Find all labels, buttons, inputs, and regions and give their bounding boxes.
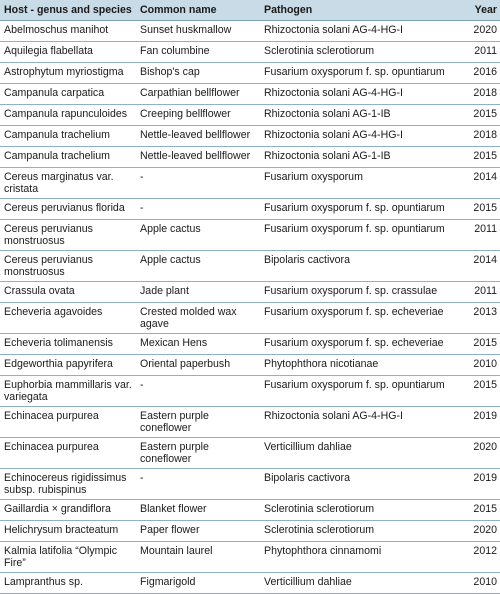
cell-year: 2020: [464, 438, 500, 469]
cell-common-name: Figmarigold: [136, 573, 260, 594]
cell-pathogen: Phytophthora cinnamomi: [260, 542, 464, 573]
cell-year: 2018: [464, 84, 500, 105]
cell-year: 2019: [464, 469, 500, 500]
table-row: [0, 438, 500, 469]
cell-pathogen: Bipolaris cactivora: [260, 469, 464, 500]
cell-host: Cereus peruvianus monstruosus: [0, 220, 136, 251]
cell-host: Edgeworthia papyrifera: [0, 355, 136, 376]
table-row: [0, 521, 500, 542]
cell-pathogen: Rhizoctonia solani AG-4-HG-I: [260, 126, 464, 147]
cell-host: Gaillardia × grandiflora: [0, 500, 136, 521]
table-row: [0, 282, 500, 303]
cell-pathogen: Sclerotinia sclerotiorum: [260, 521, 464, 542]
cell-common-name: Jade plant: [136, 282, 260, 303]
cell-pathogen: Fusarium oxysporum f. sp. opuntiarum: [260, 199, 464, 220]
cell-year: 2018: [464, 126, 500, 147]
cell-pathogen: Fusarium oxysporum f. sp. opuntiarum: [260, 63, 464, 84]
cell-common-name: Eastern purple coneflower: [136, 407, 260, 438]
cell-host: Echeveria agavoides: [0, 303, 136, 334]
cell-pathogen: Rhizoctonia solani AG-4-HG-I: [260, 84, 464, 105]
cell-common-name: Crested molded wax agave: [136, 303, 260, 334]
cell-common-name: Oriental paperbush: [136, 355, 260, 376]
table-row: [0, 126, 500, 147]
cell-pathogen: Fusarium oxysporum f. sp. opuntiarum: [260, 376, 464, 407]
cell-common-name: Fan columbine: [136, 42, 260, 63]
cell-pathogen: Verticillium dahliae: [260, 573, 464, 594]
cell-host: Echinocereus rigidissimus subsp. rubispinus: [0, 469, 136, 500]
cell-common-name: Bishop's cap: [136, 63, 260, 84]
table-row: [0, 303, 500, 334]
cell-common-name: Nettle-leaved bellflower: [136, 126, 260, 147]
cell-host: Abelmoschus manihot: [0, 21, 136, 42]
cell-common-name: -: [136, 469, 260, 500]
cell-year: 2010: [464, 573, 500, 594]
cell-pathogen: Fusarium oxysporum f. sp. echeveriae: [260, 303, 464, 334]
cell-common-name: -: [136, 376, 260, 407]
table-row: [0, 542, 500, 573]
table-row: [0, 376, 500, 407]
cell-year: 2011: [464, 220, 500, 251]
cell-common-name: Sunset huskmallow: [136, 21, 260, 42]
cell-common-name: -: [136, 199, 260, 220]
table-body: [0, 21, 500, 594]
cell-year: 2015: [464, 147, 500, 168]
table-row: [0, 147, 500, 168]
cell-pathogen: Verticillium dahliae: [260, 438, 464, 469]
cell-host: Lampranthus sp.: [0, 573, 136, 594]
cell-host: Echeveria tolimanensis: [0, 334, 136, 355]
cell-pathogen: Rhizoctonia solani AG-4-HG-I: [260, 407, 464, 438]
cell-common-name: Apple cactus: [136, 220, 260, 251]
table-row: [0, 355, 500, 376]
table-row: [0, 573, 500, 594]
cell-year: 2015: [464, 334, 500, 355]
table-row: [0, 84, 500, 105]
cell-pathogen: Rhizoctonia solani AG-1-IB: [260, 105, 464, 126]
cell-year: 2020: [464, 521, 500, 542]
cell-common-name: Apple cactus: [136, 251, 260, 282]
cell-pathogen: Fusarium oxysporum f. sp. echeveriae: [260, 334, 464, 355]
cell-pathogen: Fusarium oxysporum f. sp. opuntiarum: [260, 220, 464, 251]
table-row: [0, 63, 500, 84]
cell-pathogen: Sclerotinia sclerotiorum: [260, 500, 464, 521]
table-row: [0, 105, 500, 126]
header-pathogen: Pathogen: [260, 0, 464, 21]
cell-year: 2020: [464, 21, 500, 42]
cell-common-name: Creeping bellflower: [136, 105, 260, 126]
cell-year: 2014: [464, 168, 500, 199]
cell-year: 2010: [464, 355, 500, 376]
table-row: [0, 220, 500, 251]
cell-host: Campanula trachelium: [0, 147, 136, 168]
cell-year: 2016: [464, 63, 500, 84]
cell-year: 2013: [464, 303, 500, 334]
table-row: [0, 469, 500, 500]
table-row: [0, 21, 500, 42]
cell-host: Crassula ovata: [0, 282, 136, 303]
cell-year: 2012: [464, 542, 500, 573]
cell-host: Cereus peruvianus monstruosus: [0, 251, 136, 282]
cell-year: 2015: [464, 105, 500, 126]
cell-pathogen: Fusarium oxysporum: [260, 168, 464, 199]
cell-year: 2015: [464, 376, 500, 407]
cell-pathogen: Phytophthora nicotianae: [260, 355, 464, 376]
cell-host: Astrophytum myriostigma: [0, 63, 136, 84]
cell-host: Euphorbia mammillaris var. variegata: [0, 376, 136, 407]
cell-year: 2011: [464, 282, 500, 303]
cell-host: Aquilegia flabellata: [0, 42, 136, 63]
cell-pathogen: Sclerotinia sclerotiorum: [260, 42, 464, 63]
cell-year: 2014: [464, 251, 500, 282]
cell-host: Echinacea purpurea: [0, 407, 136, 438]
cell-pathogen: Bipolaris cactivora: [260, 251, 464, 282]
cell-common-name: Eastern purple coneflower: [136, 438, 260, 469]
cell-year: 2019: [464, 407, 500, 438]
table-row: [0, 168, 500, 199]
cell-pathogen: Rhizoctonia solani AG-4-HG-I: [260, 21, 464, 42]
header-host: Host - genus and species: [0, 0, 136, 21]
header-year: Year: [464, 0, 500, 21]
cell-common-name: Blanket flower: [136, 500, 260, 521]
table-row: [0, 199, 500, 220]
cell-host: Helichrysum bracteatum: [0, 521, 136, 542]
cell-host: Campanula trachelium: [0, 126, 136, 147]
cell-year: 2011: [464, 42, 500, 63]
table-row: [0, 334, 500, 355]
table-row: [0, 407, 500, 438]
cell-host: Echinacea purpurea: [0, 438, 136, 469]
cell-host: Campanula carpatica: [0, 84, 136, 105]
table-row: [0, 500, 500, 521]
cell-pathogen: Rhizoctonia solani AG-1-IB: [260, 147, 464, 168]
cell-host: Kalmia latifolia “Olympic Fire”: [0, 542, 136, 573]
cell-year: 2015: [464, 199, 500, 220]
cell-host: Cereus marginatus var. cristata: [0, 168, 136, 199]
cell-common-name: Mountain laurel: [136, 542, 260, 573]
header-row: [0, 0, 500, 21]
table-row: [0, 251, 500, 282]
table-header: [0, 0, 500, 21]
cell-common-name: Paper flower: [136, 521, 260, 542]
cell-common-name: Carpathian bellflower: [136, 84, 260, 105]
cell-host: Cereus peruvianus florida: [0, 199, 136, 220]
cell-host: Campanula rapunculoides: [0, 105, 136, 126]
header-common-name: Common name: [136, 0, 260, 21]
table-row: [0, 42, 500, 63]
cell-common-name: Nettle-leaved bellflower: [136, 147, 260, 168]
cell-common-name: Mexican Hens: [136, 334, 260, 355]
cell-pathogen: Fusarium oxysporum f. sp. crassulae: [260, 282, 464, 303]
cell-common-name: -: [136, 168, 260, 199]
cell-year: 2015: [464, 500, 500, 521]
